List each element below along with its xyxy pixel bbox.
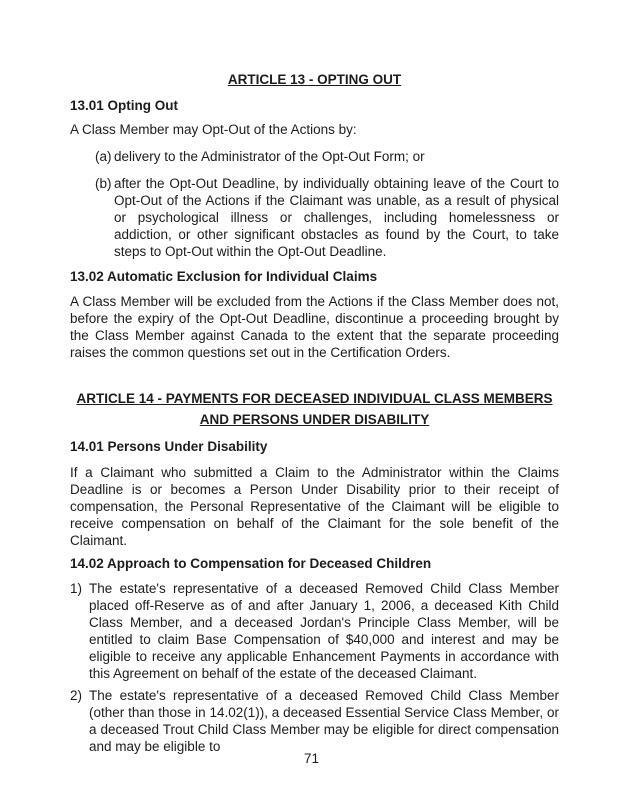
- list-item-a: [95, 148, 559, 165]
- page-content: [70, 71, 559, 755]
- list-item-1-marker: 1): [70, 581, 83, 596]
- section-13-01-heading: 13.01 Opting Out: [70, 98, 179, 113]
- section-13-01-intro: A Class Member may Opt-Out of the Actions by:: [70, 122, 357, 137]
- list-item-1: [70, 580, 559, 682]
- section-14-02-heading: 14.02 Approach to Compensation for Deceased Children: [70, 556, 432, 571]
- section-13-02-heading: 13.02 Automatic Exclusion for Individual Claims: [70, 269, 378, 284]
- list-item-a-text: delivery to the Administrator of the Opt-Out Form; or: [114, 149, 425, 164]
- list-item-1-text: The estate's representative of a deceased Removed Child Class Member placed off-Reserve as of and after January 1, 2006, a deceased Kith Child Class Member, and a deceased Jordan's Principle Class Member, will be entitled to claim Base Compensation of $40,000 and interest and may be eligible to receive any applicable Enhancement Payments in accordance with this Agreement on behalf of the estate of the deceased Claimant.: [89, 581, 559, 681]
- list-item-2-marker: 2): [70, 688, 83, 703]
- page-number: 71: [303, 751, 320, 766]
- list-item-b-marker: (b): [95, 176, 112, 191]
- list-item-2-text: The estate's representative of a deceased Removed Child Class Member (other than those in 14.02(1)), a deceased Essential Service Class Member, or a deceased Trout Child Class Member may be eligible for direct compensation and may be eligible to: [89, 688, 559, 754]
- section-14-01-body: If a Claimant who submitted a Claim to the Administrator within the Claims Deadline is or becomes a Person Under Disability prior to their receipt of compensation, the Personal Representative of the Claimant will be eligible to receive compensation on behalf of the Claimant for the sole benefit of the Claimant.: [70, 465, 559, 548]
- list-item-b: [95, 175, 559, 260]
- section-13-02-body: A Class Member will be excluded from the Actions if the Class Member does not, before the expiry of the Opt-Out Deadline, discontinue a proceeding brought by the Class Member against Canada to the extent that the separate proceeding raises the common questions set out in the Certification Orders.: [70, 294, 559, 360]
- section-14-01-heading: 14.01 Persons Under Disability: [70, 439, 268, 454]
- article-14-heading: ARTICLE 14 - PAYMENTS FOR DECEASED INDIVIDUAL CLASS MEMBERS AND PERSONS UNDER DISABILITY: [76, 391, 553, 427]
- list-item-a-marker: (a): [95, 149, 112, 164]
- list-item-b-text: after the Opt-Out Deadline, by individually obtaining leave of the Court to Opt-Out of the Actions if the Claimant was unable, as a result of physical or psychological illness or challenges, including homelessness or addiction, or other significant obstacles as found by the Court, to take steps to Opt-Out within the Opt-Out Deadline.: [114, 176, 559, 259]
- list-item-2: [70, 687, 559, 755]
- article-13-heading: ARTICLE 13 - OPTING OUT: [227, 72, 402, 87]
